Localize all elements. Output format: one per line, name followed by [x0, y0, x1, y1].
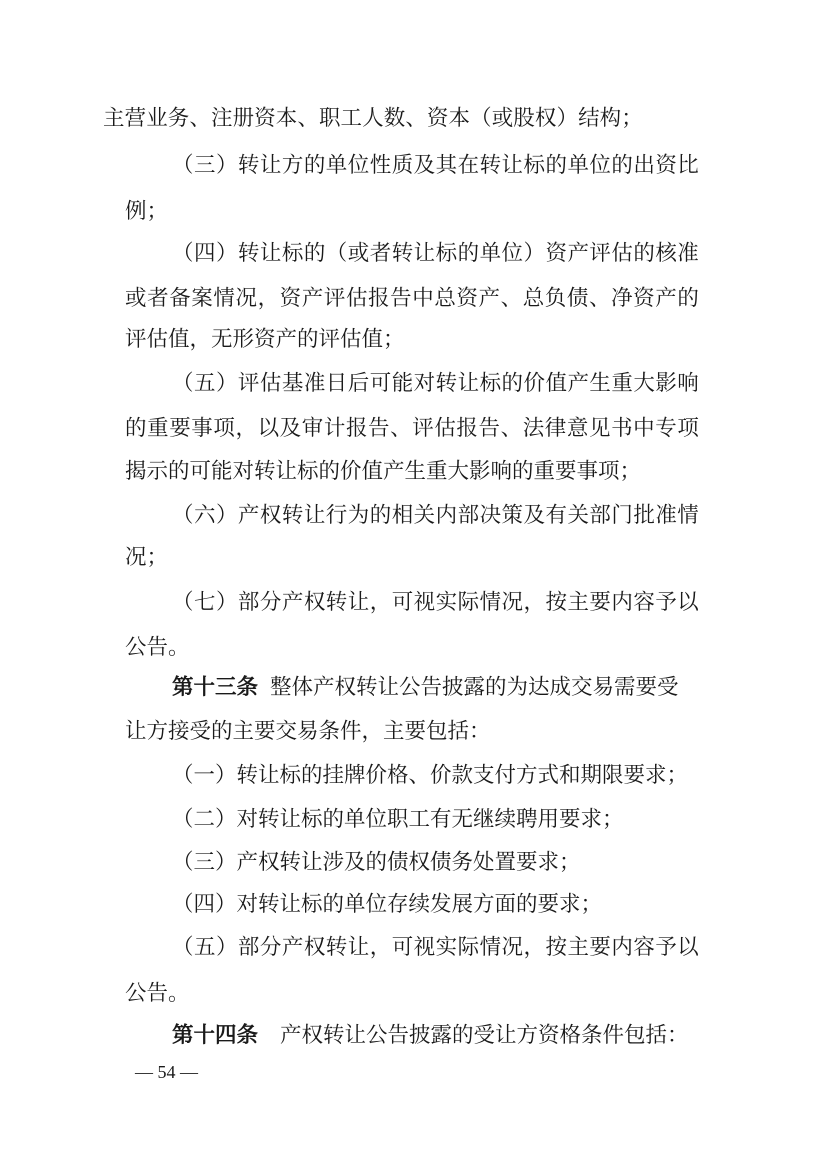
body-line: 况； [125, 545, 169, 570]
body-line: （ 六 ） 产 权 转 让 行 为 的 相 关 内 部 决 策 及 有 关 部 门 批 准 情 [172, 503, 699, 528]
body-line: 让方接受的主要交易条件，主要包括： [125, 719, 491, 744]
body-line: 例； [125, 199, 169, 224]
body-line: （一）转让标的挂牌价格、价款支付方式和期限要求； [172, 763, 689, 788]
article-heading: 第十三条 [172, 675, 259, 700]
page-number: — 54 — [135, 1062, 198, 1082]
article-heading: 第十四条 [172, 1023, 259, 1048]
body-line: （二）对转让标的单位职工有无继续聘用要求； [172, 807, 624, 832]
body-line: 评估值，无形资产的评估值； [125, 327, 405, 352]
article-line [172, 677, 699, 699]
body-line: （四）对转让标的单位存续发展方面的要求； [172, 892, 603, 917]
body-line: （ 七 ） 部 分 产 权 转 让 ， 可 视 实 际 情 况 ， 按 主 要 内 容 予 以 [172, 590, 699, 615]
body-line: 公告。 [125, 635, 190, 660]
body-line: （三）产权转让涉及的债权债务处置要求； [172, 850, 581, 875]
body-line: 主 营 业 务 、 注 册 资 本 、 职 工 人 数 、 资 本 （ 或 股 权 ） 结 构 ； [103, 106, 643, 131]
body-line: 或 者 备 案 情 况 ， 资 产 评 估 报 告 中 总 资 产 、 总 负 债 、 净 资 产 的 [125, 286, 699, 311]
body-line: （ 五 ） 评 估 基 准 日 后 可 能 对 转 让 标 的 价 值 产 生 重 大 影 响 [172, 371, 699, 396]
body-line: （ 三 ） 转 让 方 的 单 位 性 质 及 其 在 转 让 标 的 单 位 的 出 资 比 [172, 153, 699, 178]
body-line: 揭示的可能对转让标的价值产生重大影响的重要事项； [125, 459, 642, 484]
body-line: 公告。 [125, 981, 190, 1006]
article-line [172, 1025, 699, 1047]
article-text: 整体产权转让公告披露的为达成交易需要受 [270, 675, 679, 700]
body-line: （ 四 ） 转 让 标 的 （ 或 者 转 让 标 的 单 位 ） 资 产 评 估 的 核 准 [172, 241, 699, 266]
body-line: （ 五 ） 部 分 产 权 转 让 ， 可 视 实 际 情 况 ， 按 主 要 内 容 予 以 [172, 935, 699, 960]
body-line: 的 重 要 事 项 ， 以 及 审 计 报 告 、 评 估 报 告 、 法 律 意 见 书 中 专 项 [125, 416, 699, 441]
article-text: 产权转让公告披露的受让方资格条件包括： [280, 1023, 689, 1048]
